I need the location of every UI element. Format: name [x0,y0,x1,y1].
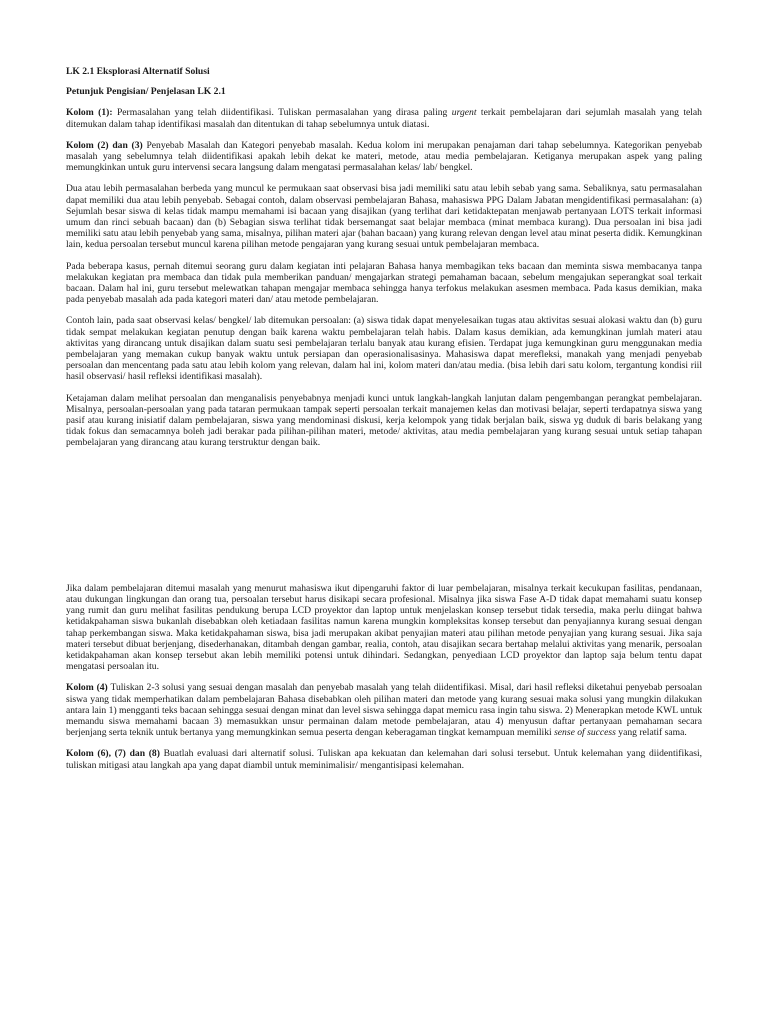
kolom-2-3-label: Kolom (2) dan (3) [66,139,143,151]
document-title: LK 2.1 Eksplorasi Alternatif Solusi [66,66,210,77]
kolom-4-italic: sense of success [554,727,616,739]
paragraph-ketajaman: Ketajaman dalam melihat persoalan dan menganalisis penyebabnya menjadi kunci untuk langkah-langkah lanjutan dalam pengembangan perangkat pembelajaran. Misalnya, persoalan-persoalan yang pada tataran permukaan tampak seperti persoalan terkait manajemen kelas dan motivasi belajar, seperti terdapatnya siswa yang pasif atau kurang inisiatif dalam pembelajaran, siswa yang mendominasi diskusi, kerja kelompok yang tidak berjalan baik, siswa yg duduk di baris belakang yang tidak fokus dan semacamnya boleh jadi berakar pada pilihan-pilihan materi, metode/ aktivitas, atau media pembelajaran yang kurang sesuai untuk setiap tahapan pembelajaran yang dirancang atau kurang terstruktur dengan baik. [66,392,702,449]
paragraph-kolom-6-7-8 [66,748,702,770]
kolom-6-7-8-label: Kolom (6), (7) dan (8) [66,748,160,760]
kolom-6-7-8-text: Buatlah evaluasi dari alternatif solusi. Tuliskan apa kekuatan dan kelemahan dari solusi tersebut. Untuk kelemahan yang diidentifikasi, tuliskan mitigasi atau langkah apa yang dapat diambil untuk meminimalisir/ mengantisipasi kelemahan. [66,748,703,771]
kolom-2-3-text: Penyebab Masalah dan Kategori penyebab masalah. Kedua kolom ini merupakan penajaman dari tahap sebelumnya. Kategorikan penyebab masalah yang sebelumnya telah diidentifikasi apakah lebih dekat ke materi, metode, atau media pembelajaran. Ketiganya merupakan aspek yang paling memungkinkan untuk guru intervensi secara langsung dalam mengatasi permasalahan kelas/ lab/ bengkel. [66,139,702,174]
document-page [66,66,702,781]
document-subtitle: Petunjuk Pengisian/ Penjelasan LK 2.1 [66,86,226,98]
paragraph-contoh-lain: Contoh lain, pada saat observasi kelas/ bengkel/ lab ditemukan persoalan: (a) siswa tidak dapat menyelesaikan tugas atau aktivitas sesuai alokasi waktu dan (b) guru tidak sempat melakukan kegiatan penutup dengan baik karena waktu pembelajaran telah habis. Dalam kasus demikian, ada kemungkinan jumlah materi atau aktivitas yang dirancang untuk disajikan dalam suatu sesi pembelajaran terlalu banyak atau kurang efisien. Terdapat juga kemungkinan guru menggunakan media pembelajaran yang memakan cukup banyak waktu untuk persiapan dan operasionalisasinya. Mahasiswa dapat merefleksi, manakah yang menjadi penyebab persoalan dan mencentang pada satu atau lebih kolom yang relevan, dalam hal ini, kolom materi dan/atau media. (bisa lebih dari satu kolom, tergantung kondisi riil hasil observasi/ hasil refleksi identifikasi masalah). [66,315,702,383]
kolom-1-label: Kolom (1): [66,107,113,119]
kolom-1-italic: urgent [451,107,477,119]
kolom-1-text-a: Permasalahan yang telah diidentifikasi. Tuliskan permasalahan yang dirasa paling [112,107,452,119]
paragraph-faktor-luar: Jika dalam pembelajaran ditemui masalah yang menurut mahasiswa ikut dipengaruhi faktor di luar pembelajaran, misalnya terkait kecukupan fasilitas, pendanaan, atau dukungan lingkungan dan orang tua, persoalan tersebut harus disikapi secara profesional. Misalnya jika siswa Fase A-D tidak dapat memahami suatu konsep yang rumit dan guru melihat fasilitas pendukung berupa LCD proyektor dan laptop untuk menjelaskan konsep tersebut tidak tersedia, maka perlu diingat bahwa ketidakpahaman siswa bukanlah disebabkan oleh ketiadaan fasilitas namun karena mungkin kompleksitas konsep tersebut dan penyajiannya kurang sesuai dengan tahap perkembangan siswa. Maka ketidakpahaman siswa, bisa jadi merupakan akibat penyajian materi atau pilihan metode penyajian yang kurang sesuai. Jika saja materi tersebut dibuat berjenjang, disederhanakan, ditambah dengan gambar, realia, contoh, atau disajikan secara bertahap melalui aktivitas yang menarik, persoalan ketidakpahaman akan konsep tersebut akan lebih memiliki potensi untuk dihindari. Sedangkan, penyediaan LCD proyektor dan laptop saja belum tentu dapat mengatasi persoalan itu. [66,582,702,673]
paragraph-dua-masalah: Dua atau lebih permasalahan berbeda yang muncul ke permukaan saat observasi bisa jadi memiliki satu atau lebih sebab yang sama. Sebaliknya, satu permasalahan dapat memiliki dua atau lebih penyebab. Sebagai contoh, dalam observasi pembelajaran Bahasa, mahasiswa PPG Dalam Jabatan mengidentifikasi permasalahan: (a) Sejumlah besar siswa di kelas tidak mampu memahami isi bacaan yang disajikan (yang terlihat dari ketidaktepatan menjawab pertanyaan LOTS terkait informasi umum dan rinci sebuah bacaan) dan (b) Sebagian siswa terlihat tidak bersemangat saat belajar membaca (minat membaca kurang). Dua persoalan ini bisa jadi memiliki satu atau lebih penyebab yang sama, misalnya, pilihan materi ajar (bahan bacaan) yang kurang relevan dengan level atau minat peserta didik. Kemungkinan lain, kedua persoalan tersebut muncul karena pilihan metode pengajaran yang kurang sesuai untuk pembelajaran membaca. [66,183,702,251]
kolom-1-text-b: terkait pembelajaran dari sejumlah masalah yang telah ditemukan dalam tahap identifikasi masalah dan ditentukan di tahap sebelumnya untuk diatasi. [66,107,702,130]
paragraph-kolom-1 [66,107,702,129]
blank-gap [66,449,702,583]
kolom-4-label: Kolom (4) [66,682,108,694]
kolom-4-text-a: Tuliskan 2-3 solusi yang sesuai dengan masalah dan penyebab masalah yang telah diidentifikasi. Misal, dari hasil refleksi diketahui penyebab persoalan siswa yang tidak memperhatikan dalam pembelajaran Bahasa disebabkan oleh pilihan materi dan metode yang kurang sesuai maka solusi yang mungkin dilakukan antara lain 1) mengganti teks bacaan sehingga sesuai dengan minat dan level siswa sehingga dapat memicu rasa ingin tahu siswa. 2) Menerapkan metode KWL untuk memandu siswa memahami bacaan 3) memasukkan unsur permainan dalam metode pembelajaran, atau 4) menyusun daftar pertanyaan pemahaman secara berjenjang serta teknik untuk bertanya yang memungkinkan semua peserta dengan keberagaman tingkat kemampuan memiliki [66,682,702,739]
paragraph-kolom-4 [66,682,702,738]
paragraph-beberapa-kasus: Pada beberapa kasus, pernah ditemui seorang guru dalam kegiatan inti pelajaran Bahasa hanya membagikan teks bacaan dan meminta siswa membacanya tanpa melakukan kegiatan pra membaca dan tidak pula memberikan panduan/ mengajarkan strategi pemahaman bacaan, sebelum mengajukan seperangkat soal terkait bacaan. Dalam hal ini, guru tersebut melewatkan tahapan mengajar membaca sehingga hanya terfokus melakukan asesmen membaca. Pada kasus demikian, maka pada penyebab masalah ada pada kategori materi dan/ atau metode pembelajaran. [66,260,702,306]
paragraph-kolom-2-3 [66,140,702,174]
kolom-4-text-b: yang relatif sama. [615,727,687,739]
